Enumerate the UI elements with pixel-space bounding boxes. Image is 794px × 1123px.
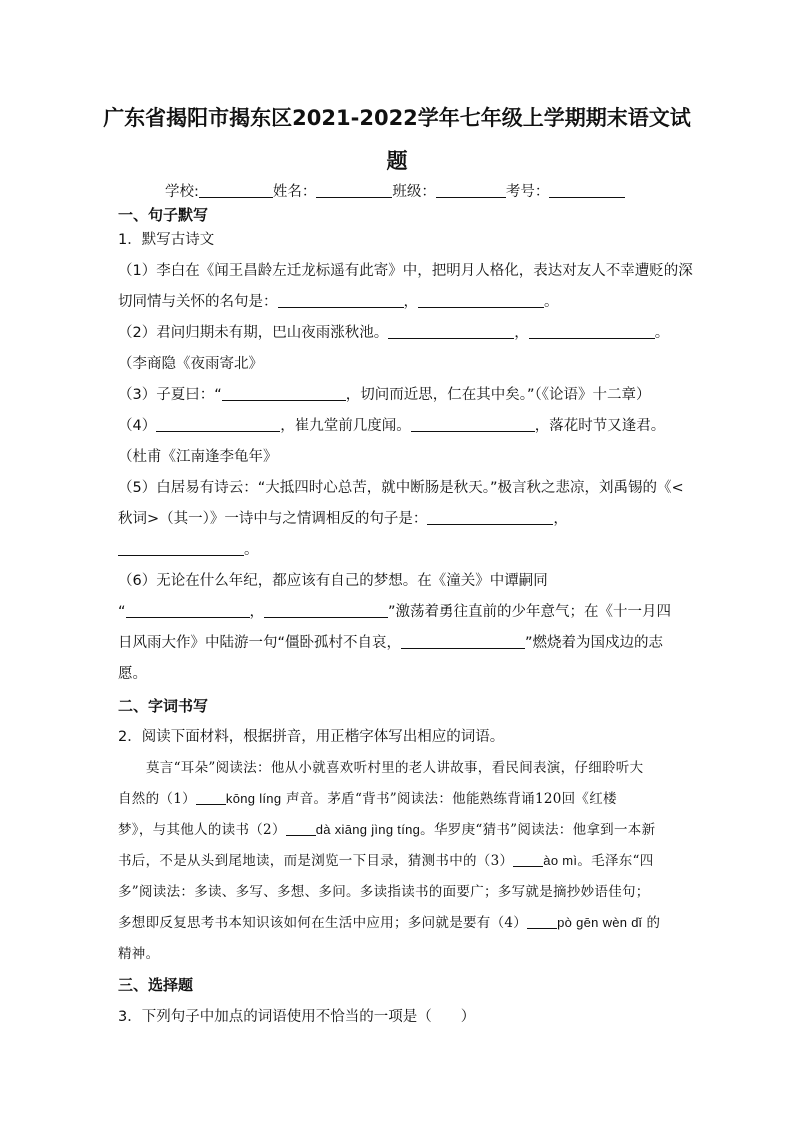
passage-line: 自然的（1） kōng líng 声音。茅盾“背书”阅读法：他能熟练背诵120回《红楼 (118, 791, 617, 807)
answer-blank[interactable] (278, 292, 404, 308)
passage-line: 书后，不是从头到尾地读，而是浏览一下目录，猜测书中的（3） ào mì。毛泽东“四 (118, 853, 654, 869)
answer-blank[interactable] (156, 416, 280, 432)
pinyin-hint: pò gēn wèn dǐ (557, 915, 642, 930)
q1-item2-line2: （李商隐《夜雨寄北》 (118, 356, 263, 372)
answer-blank[interactable] (222, 385, 346, 401)
school-blank[interactable] (199, 182, 273, 198)
page-title-continued: 题 (386, 149, 408, 173)
section-heading-2: 二、字词书写 (118, 697, 209, 715)
q1-item6-line2: “ ， ”激荡着勇往直前的少年意气；在《十一月四 (118, 604, 672, 620)
answer-blank[interactable] (118, 540, 244, 556)
name-blank[interactable] (316, 182, 392, 198)
question-1-title: 1．默写古诗文 (118, 232, 215, 248)
q1-item5-line2: 秋词>（其一）》一诗中与之情调相反的句子是： ， (118, 511, 568, 527)
passage-line: 梦》，与其他人的读书（2） dà xiāng jìng tíng。华罗庚“猜书”阅读法：他拿到一本新 (118, 822, 656, 838)
page-title: 广东省揭阳市揭东区2021-2022学年七年级上学期期末语文试 (103, 106, 691, 130)
answer-blank[interactable] (418, 292, 544, 308)
answer-blank[interactable] (529, 323, 655, 339)
q1-item1-line2: 切同情与关怀的名句是： ， 。 (118, 294, 559, 310)
q1-item4-line2: （杜甫《江南逢李龟年》 (118, 449, 278, 465)
passage-line: 多想即反复思考书本知识该如何在生活中应用；多问就是要有（4） pò gēn wèn dǐ 的 (118, 915, 661, 931)
q1-item6-line4: 愿。 (118, 666, 147, 682)
pinyin-hint: ào mì (543, 853, 578, 868)
passage-line: 莫言“耳朵”阅读法：他从小就喜欢听村里的老人讲故事，看民间表演，仔细聆听大 (146, 760, 644, 776)
name-label: 姓名： (272, 184, 317, 200)
answer-blank[interactable] (126, 602, 250, 618)
passage-line: 多”阅读法：多读、多写、多想、多问。多读指读书的面要广；多写就是摘抄妙语佳句； (118, 884, 650, 900)
pinyin-hint: kōng líng (225, 791, 282, 806)
answer-blank[interactable] (411, 416, 535, 432)
q1-item2-line1: （2）君问归期未有期，巴山夜雨涨秋池。 ， 。 (118, 325, 670, 341)
q1-item1-line1: （1）李白在《闻王昌龄左迁龙标遥有此寄》中，把明月人格化，表达对友人不幸遭贬的深 (118, 263, 693, 279)
answer-blank[interactable] (286, 820, 316, 836)
student-info-row (165, 182, 625, 202)
answer-blank[interactable] (527, 913, 557, 929)
question-2-title: 2．阅读下面材料，根据拼音，用正楷字体写出相应的词语。 (118, 729, 505, 745)
answer-blank[interactable] (264, 602, 388, 618)
number-blank[interactable] (549, 182, 625, 198)
q1-item5-line1: （5）白居易有诗云：“大抵四时心总苦，就中断肠是秋天。”极言秋之悲凉，刘禹锡的《< (118, 480, 684, 496)
pinyin-hint: dà xiāng jìng tíng (315, 822, 421, 837)
class-blank[interactable] (436, 182, 506, 198)
q1-item5-line3: 。 (118, 540, 259, 560)
q1-item6-line3: 日风雨大作》中陆游一句“僵卧孤村不自哀， ”燃烧着为国戍边的志 (118, 635, 664, 651)
q1-item4-line1: （4） ，崔九堂前几度闻。 ，落花时节又逢君。 (118, 418, 666, 434)
class-label: 班级： (392, 184, 436, 200)
answer-blank[interactable] (388, 323, 514, 339)
answer-blank[interactable] (427, 509, 553, 525)
passage-line: 精神。 (118, 946, 160, 962)
question-3-title: 3．下列句子中加点的词语使用不恰当的一项是（ ） (118, 1009, 476, 1025)
answer-blank[interactable] (196, 789, 226, 805)
school-label: 学校: (165, 184, 199, 200)
section-heading-3: 三、选择题 (118, 976, 194, 994)
section-heading-1: 一、句子默写 (118, 206, 209, 224)
number-label: 考号： (505, 184, 550, 200)
q1-item3: （3）子夏曰：“ ，切问而近思，仁在其中矣。”（《论语》十二章） (118, 387, 651, 403)
answer-blank[interactable] (513, 851, 543, 867)
answer-blank[interactable] (401, 633, 525, 649)
q1-item6-line1: （6）无论在什么年纪，都应该有自己的梦想。在《潼关》中谭嗣同 (118, 573, 548, 589)
